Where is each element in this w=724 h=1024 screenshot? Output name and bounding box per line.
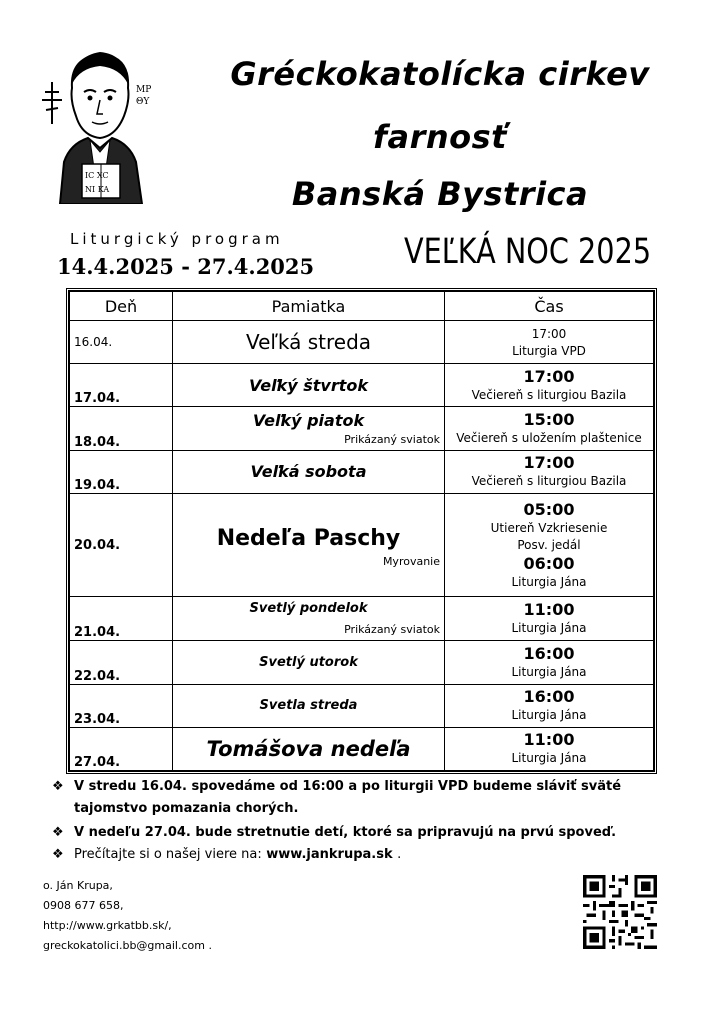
time-hour: 17:00 [531, 326, 567, 341]
contact-info [43, 876, 212, 956]
announcement-item [52, 822, 692, 844]
row-memorial [173, 727, 445, 770]
row-time [445, 727, 654, 770]
memorial-name: Svetlý utorok [259, 654, 358, 670]
qr-code-icon[interactable] [580, 872, 660, 952]
memorial-name: Veľký piatok [252, 411, 365, 431]
row-memorial [173, 597, 445, 641]
column-header-memorial: Pamiatka [173, 292, 445, 321]
diamond-bullet-icon: ❖ [52, 847, 64, 862]
row-day: 23.04. [70, 684, 173, 727]
table-row [70, 364, 654, 407]
time-description-2: Posv. jedál [517, 537, 581, 552]
memorial-note: Prikázaný sviatok [344, 623, 440, 637]
row-day: 18.04. [70, 407, 173, 450]
announcement-end: . [397, 847, 402, 862]
memorial-name: Veľká streda [245, 330, 372, 355]
icon-letters-top: ΜΡ [136, 85, 152, 95]
time-hour: 16:00 [523, 643, 575, 663]
row-day: 22.04. [70, 641, 173, 684]
parish-title: farnosť [373, 118, 507, 156]
patriarchal-cross-icon [42, 82, 62, 124]
time-description: Utiereň Vzkriesenie [490, 520, 608, 535]
row-time [445, 321, 654, 364]
contact-name: o. Ján Krupa, [43, 879, 113, 892]
time-hour: 15:00 [523, 410, 575, 430]
memorial-name: Veľká sobota [250, 462, 367, 482]
table-row [70, 641, 654, 684]
table-row [70, 727, 654, 770]
date-range: 14.4.2025 - 27.4.2025 [57, 254, 315, 279]
row-time [445, 597, 654, 641]
time-hour: 11:00 [523, 600, 575, 620]
schedule-table [66, 288, 657, 774]
time-description-3: Liturgia Jána [511, 574, 587, 589]
memorial-name: Tomášova nedeľa [206, 736, 411, 761]
memorial-note: Myrovanie [382, 555, 440, 569]
row-memorial [173, 684, 445, 727]
announcements [52, 776, 692, 866]
program-label: Liturgický program [70, 230, 284, 248]
time-hour-2: 06:00 [523, 553, 575, 573]
memorial-name: Svetlý pondelok [249, 601, 368, 617]
time-description: Večiereň s liturgiou Bazila [471, 387, 627, 402]
time-description: Večiereň s liturgiou Bazila [471, 474, 627, 489]
priest-portrait-drawing [40, 44, 162, 204]
time-hour: 17:00 [523, 366, 575, 386]
website-link[interactable]: www.jankrupa.sk [266, 847, 393, 862]
table-row [70, 321, 654, 364]
announcement-text-continued: tajomstvo pomazania chorých. [74, 801, 299, 816]
row-time [445, 450, 654, 493]
announcement-item [52, 844, 692, 866]
row-day: 21.04. [70, 597, 173, 641]
row-time [445, 407, 654, 450]
book-letters-bottom: NI KA [85, 185, 110, 194]
row-memorial [173, 407, 445, 450]
table-row [70, 407, 654, 450]
memorial-note: Prikázaný sviatok [344, 432, 440, 446]
row-time [445, 493, 654, 596]
row-day: 16.04. [70, 321, 173, 364]
city-title: Banská Bystrica [291, 175, 589, 213]
row-day: 17.04. [70, 364, 173, 407]
time-description: Večiereň s uložením plaštenice [456, 431, 642, 446]
column-header-time: Čas [445, 292, 654, 321]
icon-letters-bottom: ΘΥ [136, 97, 150, 107]
event-title: VEĽKÁ NOC 2025 [404, 232, 652, 272]
table-row [70, 493, 654, 596]
time-hour: 16:00 [523, 687, 575, 707]
row-memorial [173, 493, 445, 596]
announcement-item [52, 776, 692, 820]
time-description: Liturgia Jána [511, 664, 587, 679]
church-title: Gréckokatolícka cirkev [230, 55, 650, 93]
table-row [70, 597, 654, 641]
column-header-day: Deň [70, 292, 173, 321]
memorial-name: Nedeľa Paschy [216, 525, 401, 551]
book-letters-top: IC XC [85, 171, 109, 180]
diamond-bullet-icon: ❖ [52, 779, 64, 794]
announcement-text: V stredu 16.04. spovedáme od 16:00 a po liturgii VPD budeme sláviť sväté [74, 779, 622, 794]
announcement-text: Prečítajte si o našej viere na: [74, 847, 262, 862]
row-memorial [173, 321, 445, 364]
time-description: Liturgia Jána [511, 621, 587, 636]
time-description: Liturgia Jána [511, 751, 587, 766]
diamond-bullet-icon: ❖ [52, 825, 64, 840]
time-hour: 11:00 [523, 730, 575, 750]
memorial-name: Veľký štvrtok [249, 375, 368, 395]
row-day: 19.04. [70, 450, 173, 493]
table-row [70, 684, 654, 727]
row-memorial [173, 641, 445, 684]
table-row [70, 450, 654, 493]
contact-website[interactable]: http://www.grkatbb.sk/, [43, 919, 172, 932]
announcement-text: V nedeľu 27.04. bude stretnutie detí, ktoré sa pripravujú na prvú spoveď. [74, 825, 617, 840]
contact-email[interactable]: greckokatolici.bb@gmail.com . [43, 939, 212, 952]
row-memorial [173, 364, 445, 407]
memorial-name: Svetla streda [259, 698, 358, 714]
row-day: 27.04. [70, 727, 173, 770]
row-day: 20.04. [70, 493, 173, 596]
contact-phone: 0908 677 658, [43, 899, 124, 912]
row-time [445, 641, 654, 684]
time-hour: 17:00 [523, 453, 575, 473]
row-time [445, 364, 654, 407]
row-memorial [173, 450, 445, 493]
table-header-row [70, 292, 654, 321]
row-time [445, 684, 654, 727]
time-description: Liturgia Jána [511, 708, 587, 723]
time-description: Liturgia VPD [512, 343, 586, 358]
time-hour: 05:00 [523, 499, 575, 519]
